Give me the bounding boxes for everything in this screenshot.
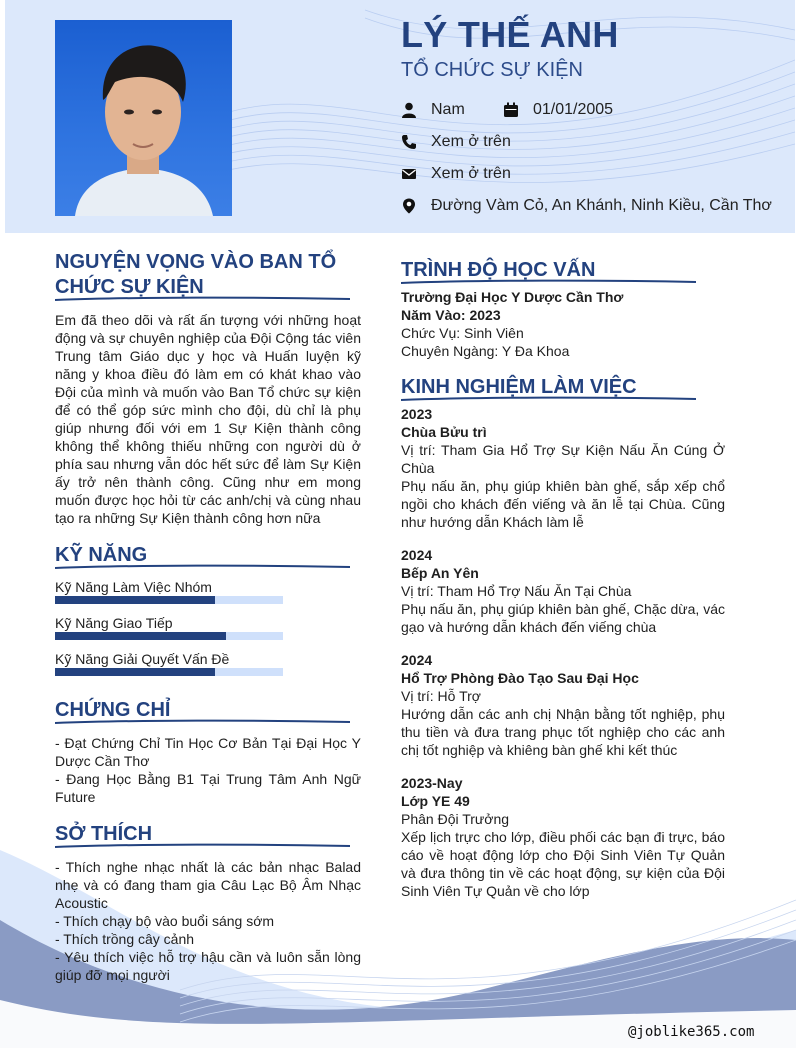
hobbies-underline [55, 843, 350, 849]
skill-bar-teamwork [55, 596, 283, 604]
experience-year: 2023 [401, 406, 433, 422]
phone-row [401, 133, 511, 151]
birthdate-row [503, 101, 613, 119]
experience-place: Bếp An Yên [401, 565, 479, 581]
skills-title: KỸ NĂNG [55, 544, 148, 566]
hobby-item: - Yêu thích việc hỗ trợ hậu cần và luôn sẵn lòng giúp đỡ mọi người [55, 949, 361, 983]
skill-bar-fill [55, 596, 215, 604]
address-value: Đường Vàm Cỏ, An Khánh, Ninh Kiều, Cần Thơ [431, 197, 772, 214]
skill-label-teamwork: Kỹ Năng Làm Việc Nhóm [55, 579, 212, 595]
email-row [401, 165, 511, 183]
experience-item [401, 405, 725, 531]
experience-position: Vị trí: Hỗ Trợ [401, 688, 481, 704]
certificate-item: - Đang Học Bằng B1 Tại Trung Tâm Anh Ngữ Future [55, 771, 361, 805]
experience-position: Vị trí: Tham Gia Hổ Trợ Sự Kiện Nấu Ăn Cúng Ở Chùa [401, 442, 725, 476]
experience-desc: Phụ nấu ăn, phụ giúp khiên bàn ghế, sắp xếp chổ ngồi cho khách đến viếng và ăn lễ tại Chùa. Cũng như hướng dẫn Khách làm lễ [401, 478, 725, 530]
objective-underline [55, 296, 350, 302]
certificates-list [55, 734, 361, 806]
objective-title-line1: NGUYỆN VỌNG VÀO BAN TỔ [55, 251, 337, 273]
education-title: TRÌNH ĐỘ HỌC VẤN [401, 259, 596, 281]
footer-watermark: @joblike365.com [628, 1024, 755, 1040]
experience-item [401, 774, 725, 900]
experience-place: Chùa Bửu trì [401, 424, 487, 440]
experience-position: Vị trí: Tham Hổ Trợ Nấu Ăn Tại Chùa [401, 583, 632, 599]
skills-underline [55, 564, 350, 570]
address-row [401, 197, 772, 215]
experience-item [401, 651, 725, 759]
profile-photo [55, 20, 232, 216]
certificate-item: - Đạt Chứng Chỉ Tin Học Cơ Bản Tại Đại Học Y Dược Cần Thơ [55, 735, 361, 769]
education-major: Chuyên Ngàng: Y Đa Khoa [401, 343, 570, 359]
certificates-underline [55, 719, 350, 725]
experience-desc: Hướng dẫn các anh chị Nhận bằng tốt nghiệp, phụ thu tiền và đưa trang phục tốt nghiệp cho các anh chị tốt nghiệp và khiêng bàn ghế khi kết thúc [401, 706, 725, 758]
email-value: Xem ở trên [431, 165, 511, 182]
experience-underline [401, 396, 696, 402]
hobbies-list [55, 858, 361, 984]
objective-title-line2: CHỨC SỰ KIỆN [55, 276, 204, 298]
experience-year: 2024 [401, 547, 433, 563]
experience-title: KINH NGHIỆM LÀM VIỆC [401, 376, 637, 398]
experience-position: Phân Đội Trưởng [401, 811, 510, 827]
education-block [401, 288, 725, 360]
skill-bar-fill [55, 668, 215, 676]
birthdate-value: 01/01/2005 [533, 101, 614, 118]
objective-title [55, 250, 336, 300]
skill-label-problem-solving: Kỹ Năng Giải Quyết Vấn Đề [55, 651, 230, 667]
hobby-item: - Thích nghe nhạc nhất là các bản nhạc Balad nhẹ và có đang tham gia Câu Lạc Bộ Âm Nhạc Acoustic [55, 859, 361, 911]
calendar-icon [503, 102, 519, 118]
gender-value: Nam [431, 101, 465, 118]
candidate-role: TỔ CHỨC SỰ KIỆN [401, 59, 583, 81]
certificates-title: CHỨNG CHỈ [55, 699, 171, 721]
experience-item [401, 546, 725, 636]
experience-desc: Phụ nấu ăn, phụ giúp khiên bàn ghế, Chặc dừa, vác gạo và hướng dẫn khách đến viếng chùa [401, 601, 725, 635]
education-school: Trường Đại Học Y Dược Cần Thơ [401, 289, 624, 305]
candidate-name: LÝ THẾ ANH [401, 14, 619, 55]
education-position: Chức Vụ: Sinh Viên [401, 325, 524, 341]
skill-bar-fill [55, 632, 226, 640]
education-underline [401, 279, 696, 285]
objective-text: Em đã theo dõi và rất ấn tượng với những hoạt động và sự chuyên nghiệp của Đội Cộng tác viên Trung tâm Giáo dục y học và Huấn luyện kỹ năng y khoa điều đó làm em có khát khao vào Đội của mình và muốn vào Ban Tổ chức sự kiện để có thể góp sức mình cho đội, dù chỉ là phụ giúp nhưng đối với em 1 Sự Kiện thành công không thể không thiếu những con người dù ở phía sau nhưng vẫn dóc hết sức để làm Sự Kiện ấy trở nên thành công. Cũng như em mong muốn được học hỏi từ các anh/chị và cùng nhau tạo ra những Sự Kiện thành công hơn nữa [55, 312, 361, 526]
education-year: Năm Vào: 2023 [401, 307, 501, 323]
experience-place: Hổ Trợ Phòng Đào Tạo Sau Đại Học [401, 670, 639, 686]
experience-year: 2024 [401, 652, 433, 668]
experience-desc: Xếp lịch trực cho lớp, điều phối các bạn đi trực, báo cáo về hoạt động lớp cho Đội Sinh Viên Tự Quản và đưa thông tin về các hoạt động, sự kiện của Đội Sinh Viên Tự Quản về cho lớp [401, 829, 725, 899]
phone-value: Xem ở trên [431, 133, 511, 150]
experience-year: 2023-Nay [401, 775, 463, 791]
location-pin-icon [401, 198, 417, 214]
envelope-icon [401, 166, 417, 182]
phone-icon [401, 134, 417, 150]
skill-label-communication: Kỹ Năng Giao Tiếp [55, 615, 173, 631]
skill-bar-problem-solving [55, 668, 283, 676]
user-icon [401, 102, 417, 118]
skill-bar-communication [55, 632, 283, 640]
hobbies-title: SỞ THÍCH [55, 823, 153, 845]
hobby-item: - Thích trồng cây cảnh [55, 931, 195, 947]
hobby-item: - Thích chạy bộ vào buổi sáng sớm [55, 913, 275, 929]
experience-place: Lớp YE 49 [401, 793, 470, 809]
gender-row [401, 101, 465, 119]
